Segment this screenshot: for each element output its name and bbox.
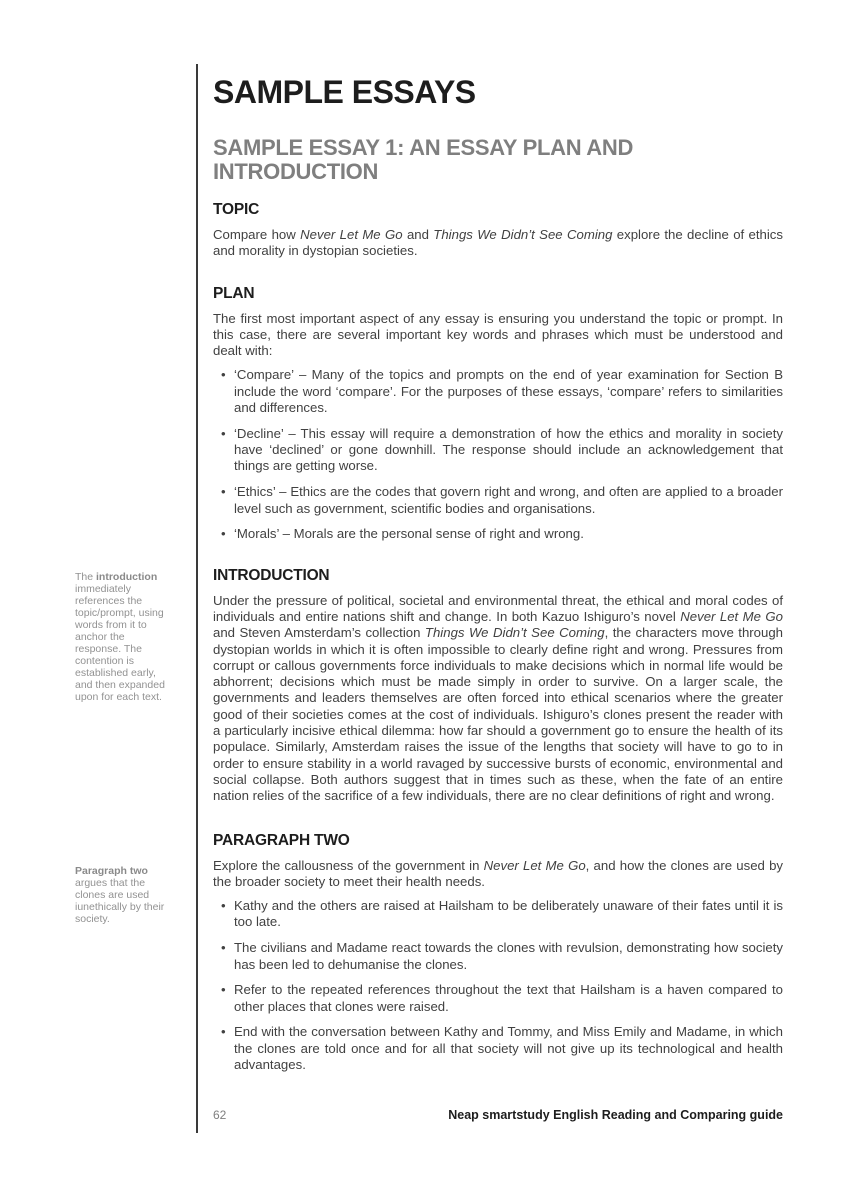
main-content-column [213, 0, 783, 1073]
paragraph-two-bullet-list [213, 898, 783, 1073]
introduction-paragraph: Under the pressure of political, societal and environmental threat, the ethical and moral codes of individuals and entire nations shift and change. In both Kazuo Ishiguro’s novel Never Let Me Go and Steven Amsterdam’s collection Things We Didn’t See Coming, the characters move through dystopian worlds in which it is often impossible to clearly define right and wrong. Pressures from corrupt or callous governments force individuals to make decisions which in normal life would be abhorrent; decisions which must be made simply in order to survive. On a larger scale, the governments and leaders themselves are often forced into ethical scenarios where the greater good of their societies comes at the cost of individuals. Ishiguro’s clones present the reader with a particularly incisive ethical dilemma: how far should a government go to ensure the health of its populace. Similarly, Amsterdam raises the issue of the lengths that society will have to go to in order to ensure stability in a world ravaged by successive bursts of economic, environmental and social collapse. Both authors suggest that in times such as these, when the fate of an entire nation relies of the sacrifice of a few individuals, there are no clear definitions of right and wrong. [213, 592, 784, 804]
section-heading-plan: PLAN [213, 284, 255, 302]
bullet-text: ‘Ethics’ – Ethics are the codes that govern right and wrong, and often are applied to a broader level such as government, scientific bodies and organisations. [234, 484, 783, 516]
page-footer [213, 1108, 783, 1122]
bullet-marker: • [221, 367, 226, 383]
bullet-text: Kathy and the others are raised at Hailsham to be deliberately unaware of their fates until it is too late. [234, 898, 783, 930]
bullet-marker: • [221, 425, 226, 441]
bullet-marker: • [221, 982, 226, 998]
bullet-text: ‘Decline’ – This essay will require a demonstration of how the ethics and morality in society have ‘declined’ or gone downhill. The response should include an acknowledgement that things are getting worse. [234, 425, 783, 474]
bullet-marker: • [221, 1024, 226, 1040]
bullet-text: ‘Morals’ – Morals are the personal sense of right and wrong. [234, 526, 584, 542]
page-number: 62 [213, 1108, 227, 1122]
section-heading-introduction: INTRODUCTION [213, 566, 330, 584]
plan-bullet-list [213, 367, 783, 542]
bullet-marker: • [221, 526, 226, 542]
bullet-item [213, 426, 783, 475]
footer-book-title: Neap smartstudy English Reading and Comparing guide [448, 1108, 783, 1122]
bullet-text: ‘Compare’ – Many of the topics and prompts on the end of year examination for Section B include the word ‘compare’. For the purposes of these essays, ‘compare’ refers to similarities and differences. [234, 367, 783, 416]
bullet-item [213, 898, 783, 931]
bullet-item [213, 940, 783, 973]
bullet-item [213, 484, 783, 517]
bullet-text: Refer to the repeated references throughout the text that Hailsham is a haven compared to other places that clones were raised. [234, 982, 783, 1014]
bullet-item [213, 526, 783, 542]
bullet-marker: • [221, 484, 226, 500]
paragraph-two-paragraph: Explore the callousness of the government in Never Let Me Go, and how the clones are used by the broader society to meet their health needs. [213, 857, 783, 889]
page-title: SAMPLE ESSAYS [213, 74, 476, 110]
bullet-marker: • [221, 898, 226, 914]
content-divider-rule [196, 64, 198, 1133]
bullet-text: End with the conversation between Kathy and Tommy, and Miss Emily and Madame, in which the clones are told once and for all that society will not give up its technological and health advantages. [234, 1024, 783, 1072]
margin-note-introduction: The introduction immediately references the topic/prompt, using words from it to anchor the response. The contention is established early, and then expanded upon for each text. [75, 571, 165, 703]
section-heading-topic: TOPIC [213, 201, 260, 218]
bullet-item [213, 982, 783, 1015]
plan-paragraph: The first most important aspect of any essay is ensuring you understand the topic or prompt. In this case, there are several important key words and phrases which must be understood and dealt with: [213, 310, 783, 359]
bullet-marker: • [221, 940, 226, 956]
topic-paragraph: Compare how Never Let Me Go and Things We Didn’t See Coming explore the decline of ethics and morality in dystopian societies. [213, 227, 783, 259]
bullet-item [213, 1024, 783, 1073]
bullet-text: The civilians and Madame react towards the clones with revulsion, demonstrating how society has been led to dehumanise the clones. [234, 940, 783, 972]
section-heading-paragraph-two: PARAGRAPH TWO [213, 831, 350, 849]
essay-subtitle: SAMPLE ESSAY 1: AN ESSAY PLAN AND INTRODUCTION [213, 135, 634, 184]
bullet-item [213, 367, 783, 416]
margin-note-paragraph-two: Paragraph two argues that the clones are used iunethically by their society. [75, 865, 165, 925]
